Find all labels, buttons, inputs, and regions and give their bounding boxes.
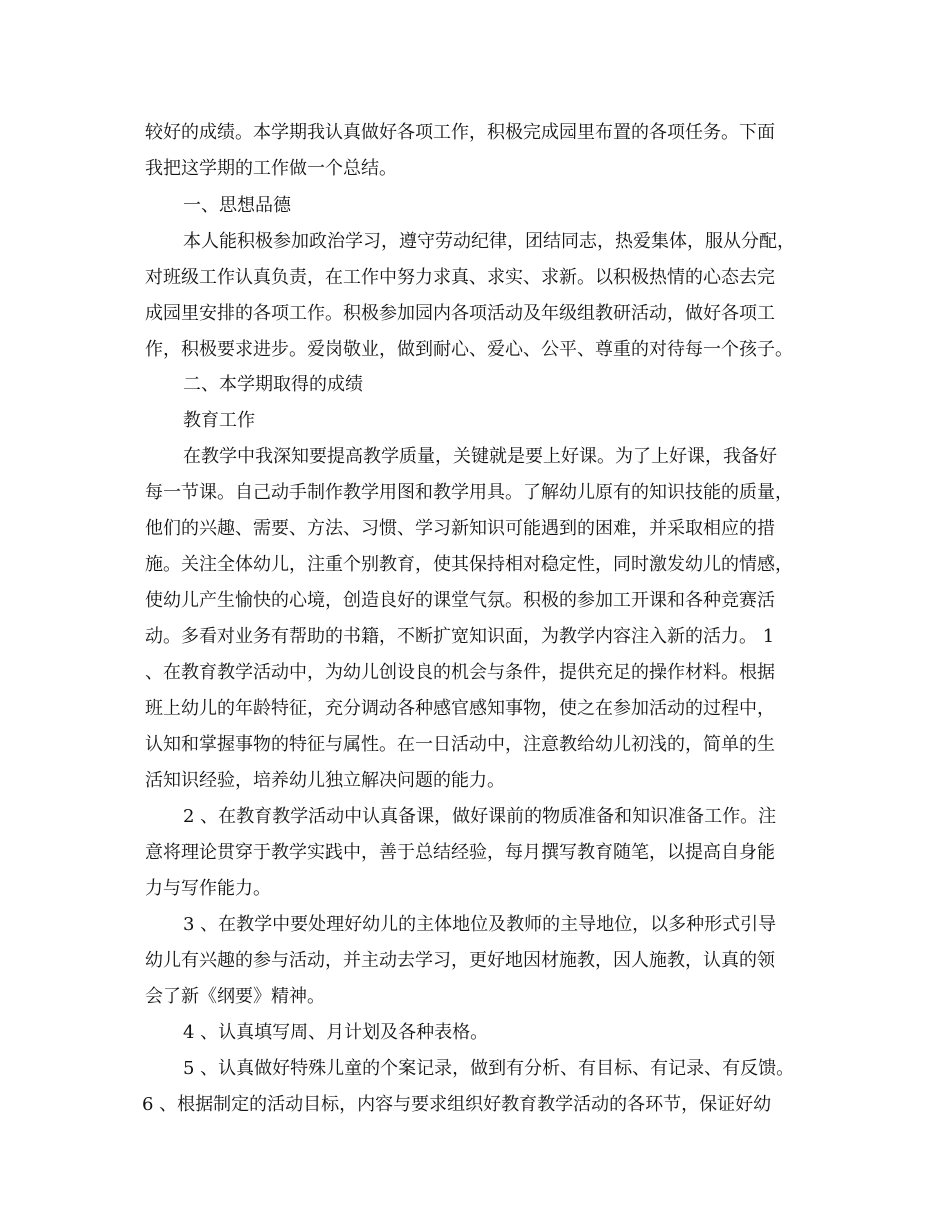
text-line: 6 、根据制定的活动目标，内容与要求组织好教育教学活动的各环节，保证好幼 [142, 1094, 772, 1115]
text-line: 幼儿有兴趣的参与活动，并主动去学习，更好地因材施教，因人施教，认真的领 [145, 950, 775, 971]
text-line: 成园里安排的各项工作。积极参加园内各项活动及年级组教研活动，做好各项工 [145, 303, 775, 324]
text-line: 对班级工作认真负责，在工作中努力求真、求实、求新。以积极热情的心态去完 [145, 267, 775, 288]
text-line: 意将理论贯穿于教学实践中，善于总结经验，每月撰写教育随笔，以提高自身能 [145, 842, 775, 863]
subsection-heading: 教育工作 [183, 410, 255, 431]
text-line: 每一节课。自己动手制作教学用图和教学用具。了解幼儿原有的知识技能的质量， [145, 482, 793, 503]
text-line: 他们的兴趣、需要、方法、习惯、学习新知识可能遇到的困难，并采取相应的措 [145, 518, 775, 539]
text-line: 认知和掌握事物的特征与属性。在一日活动中，注意教给幼儿初浅的，简单的生 [145, 734, 775, 755]
text-line: 作，积极要求进步。爱岗敬业，做到耐心、爱心、公平、尊重的对待每一个孩子。 [145, 339, 793, 360]
text-line: 力与写作能力。 [145, 878, 271, 899]
text-line: 2 、在教育教学活动中认真备课，做好课前的物质准备和知识准备工作。注 [183, 806, 777, 827]
section-heading: 一、思想品德 [183, 195, 291, 216]
text-line: 我把这学期的工作做一个总结。 [145, 158, 397, 179]
text-line: 本人能积极参加政治学习，遵守劳动纪律，团结同志，热爱集体，服从分配， [183, 231, 795, 252]
text-line: 使幼儿产生愉快的心境，创造良好的课堂气氛。积极的参加工开课和各种竞赛活 [145, 590, 775, 611]
text-line: 动。多看对业务有帮助的书籍，不断扩宽知识面，为教学内容注入新的活力。 1 [145, 626, 775, 647]
text-line: 活知识经验，培养幼儿独立解决问题的能力。 [145, 770, 505, 791]
text-line: 3 、在教学中要处理好幼儿的主体地位及教师的主导地位，以多种形式引导 [183, 914, 777, 935]
section-heading: 二、本学期取得的成绩 [183, 374, 363, 395]
text-line: 5 、认真做好特殊儿童的个案记录，做到有分析、有目标、有记录、有反馈。 [183, 1058, 795, 1079]
text-line: 在教学中我深知要提高教学质量，关键就是要上好课。为了上好课，我备好 [183, 446, 777, 467]
text-line: 施。关注全体幼儿，注重个别教育，使其保持相对稳定性，同时激发幼儿的情感， [145, 554, 793, 575]
text-line: 会了新《纲要》精神。 [145, 986, 325, 1007]
text-line: 、在教育教学活动中，为幼儿创设良的机会与条件，提供充足的操作材料。根据 [145, 662, 775, 683]
text-line: 较好的成绩。本学期我认真做好各项工作，积极完成园里布置的各项任务。下面 [145, 122, 775, 143]
text-line: 班上幼儿的年龄特征，充分调动各种感官感知事物，使之在参加活动的过程中， [145, 698, 775, 719]
text-line: 4 、认真填写周、月计划及各种表格。 [183, 1022, 489, 1043]
